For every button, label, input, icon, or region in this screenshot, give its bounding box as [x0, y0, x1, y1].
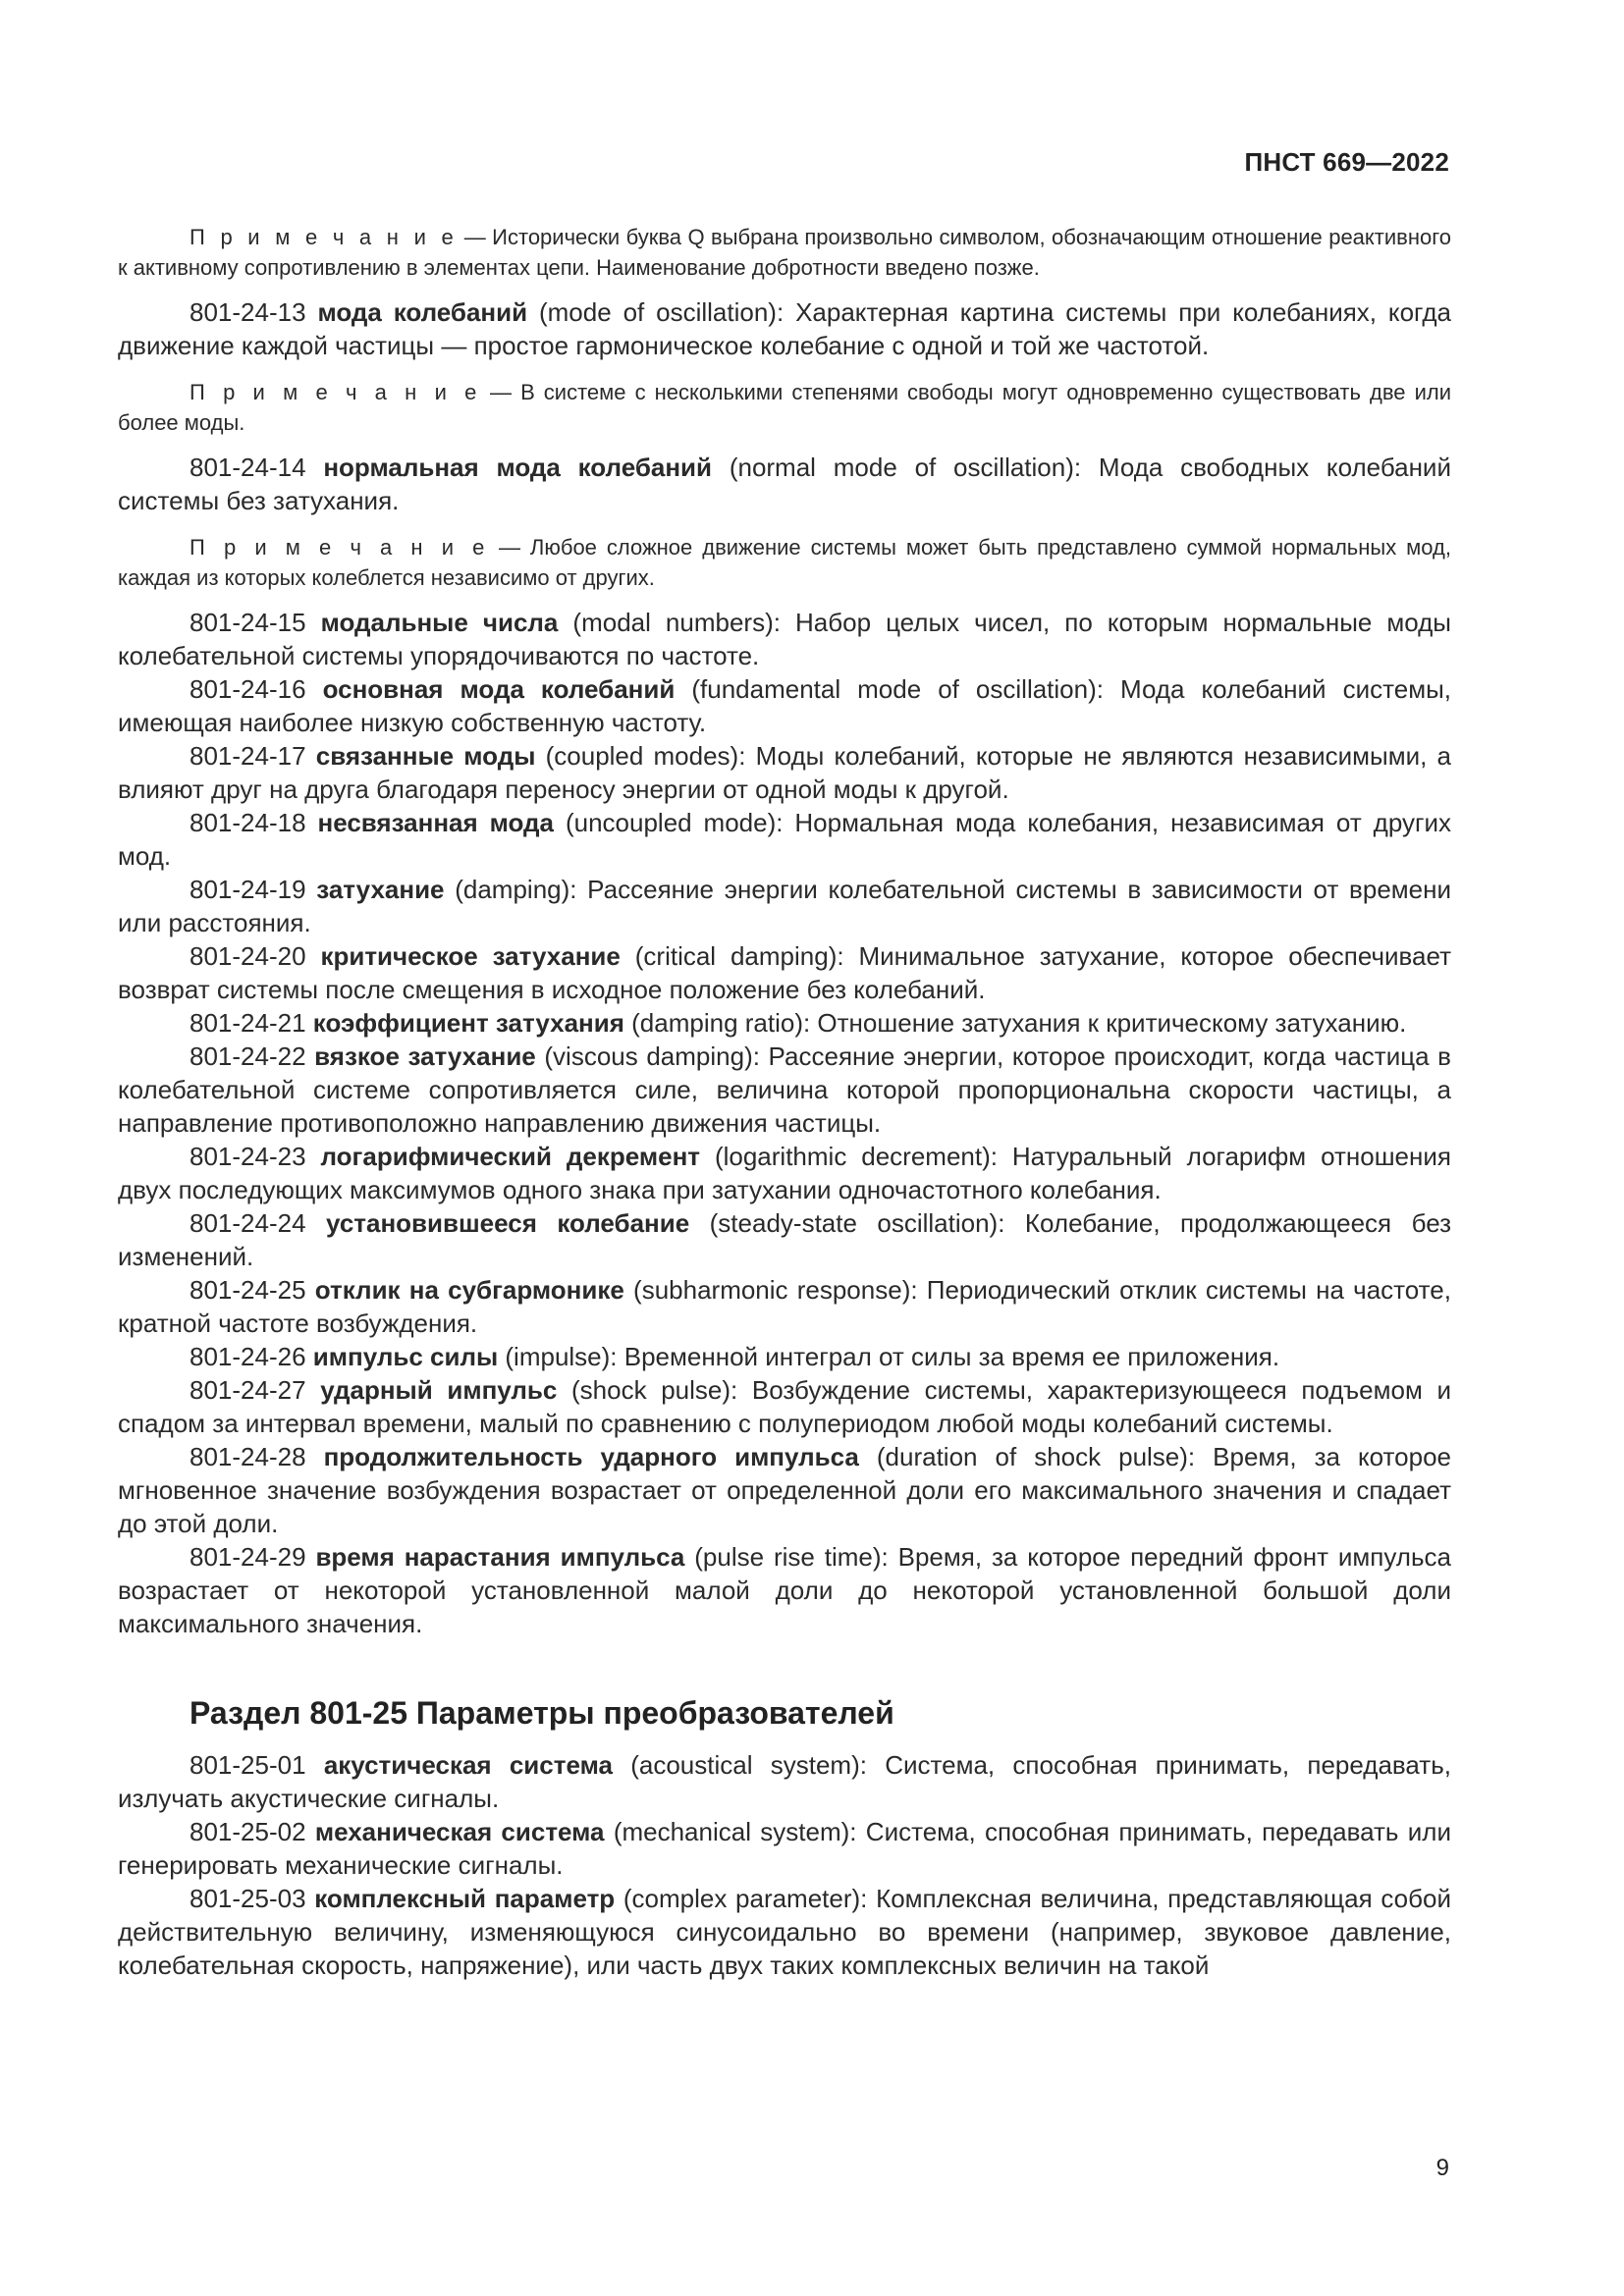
- term-number: 801-24-13: [189, 297, 306, 327]
- section-term-list: [118, 1748, 1451, 1982]
- term-definition: (acoustical system): Система, способная принимать, передавать, излучать акустические сигналы.: [118, 1750, 1451, 1813]
- term-entry: [118, 1440, 1451, 1540]
- term-name: вязкое затухание: [314, 1041, 536, 1071]
- term-number: 801-24-22: [189, 1041, 306, 1071]
- term-definition: (fundamental mode of oscillation): Мода колебаний системы, имеющая наиболее низкую собственную частоту.: [118, 674, 1451, 737]
- term-definition: (uncoupled mode): Нормальная мода колебания, независимая от других мод.: [118, 808, 1452, 871]
- term-number: 801-24-25: [189, 1275, 306, 1305]
- term-entry: [118, 873, 1451, 939]
- section-heading: Раздел 801-25 Параметры преобразователей: [189, 1695, 894, 1731]
- term-definition: (duration of shock pulse): Время, за которое мгновенное значение возбуждения возрастает от определенной доли его максимального значения и спадает до этой доли.: [118, 1442, 1451, 1538]
- term-name: критическое затухание: [320, 941, 621, 971]
- term-entry: [118, 1006, 1451, 1040]
- term-definition: (impulse): Временной интеграл от силы за время ее приложения.: [498, 1342, 1280, 1371]
- term-entry: [118, 1815, 1451, 1882]
- term-entry: [118, 1540, 1451, 1640]
- note-paragraph: [118, 222, 1451, 283]
- note-label: П р и м е ч а н и е: [189, 535, 490, 560]
- term-number: 801-24-16: [189, 674, 306, 704]
- page-content: [118, 222, 1451, 1982]
- term-entry: [118, 1273, 1451, 1340]
- term-name: механическая система: [314, 1817, 605, 1846]
- term-definition: (mode of oscillation): Характерная картина системы при колебаниях, когда движение каждой частицы — простое гармоническое колебание с одной и той же частотой.: [118, 297, 1451, 360]
- term-name: основная мода колебаний: [322, 674, 676, 704]
- term-number: 801-25-01: [189, 1750, 306, 1780]
- note-label: П р и м е ч а н и е: [189, 380, 481, 404]
- term-name: затухание: [316, 875, 445, 904]
- term-definition: (damping ratio): Отношение затухания к критическому затуханию.: [623, 1008, 1407, 1038]
- term-definition: (mechanical system): Система, способная принимать, передавать или генерировать механические сигналы.: [118, 1817, 1451, 1880]
- term-entry: [118, 806, 1451, 873]
- term-number: 801-24-14: [189, 453, 306, 482]
- term-number: 801-25-02: [189, 1817, 306, 1846]
- term-name: импульс силы: [312, 1342, 499, 1371]
- note-paragraph: [118, 377, 1451, 438]
- term-number: 801-24-29: [189, 1542, 306, 1572]
- term-number: 801-24-28: [189, 1442, 306, 1471]
- term-number: 801-24-21: [189, 1008, 306, 1038]
- note-text: — Любое сложное движение системы может быть представлено суммой нормальных мод, каждая из которых колеблется независимо от других.: [118, 535, 1451, 590]
- term-entry: [118, 672, 1451, 739]
- term-entry: [118, 1373, 1451, 1440]
- term-entry: [118, 1340, 1451, 1373]
- term-definition: (complex parameter): Комплексная величина, представляющая собой действительную величину, изменяющуюся синусоидально во времени (например, звуковое давление, колебательная скорость, напряжение), или часть двух таких комплексных величин на такой: [118, 1884, 1451, 1980]
- term-name: связанные моды: [315, 741, 536, 771]
- term-entry: [118, 1882, 1451, 1982]
- term-name: нормальная мода колебаний: [323, 453, 713, 482]
- term-definition: (damping): Рассеяние энергии колебательной системы в зависимости от времени или расстояния.: [118, 875, 1451, 937]
- term-entry: [118, 739, 1451, 806]
- term-entry: [118, 939, 1451, 1006]
- term-entry: [118, 1206, 1451, 1273]
- term-name: коэффициент затухания: [312, 1008, 624, 1038]
- term-number: 801-24-15: [189, 608, 306, 637]
- term-entry: [118, 295, 1451, 362]
- term-entry: [118, 451, 1451, 517]
- term-name: логарифмический декремент: [320, 1142, 701, 1171]
- term-definition: (coupled modes): Моды колебаний, которые не являются независимыми, а влияют друг на друга благодаря переносу энергии от одной моды к другой.: [118, 741, 1451, 804]
- term-number: 801-24-23: [189, 1142, 306, 1171]
- term-name: комплексный параметр: [314, 1884, 616, 1913]
- term-entry: [118, 1140, 1451, 1206]
- term-entry: [118, 606, 1451, 672]
- term-name: несвязанная мода: [317, 808, 555, 837]
- term-name: отклик на субгармонике: [314, 1275, 624, 1305]
- term-definition: (modal numbers): Набор целых чисел, по которым нормальные моды колебательной системы упорядочиваются по частоте.: [118, 608, 1451, 670]
- term-number: 801-25-03: [189, 1884, 306, 1913]
- note-text: — Исторически буква Q выбрана произвольно символом, обозначающим отношение реактивного к активному сопротивлению в элементах цепи. Наименование добротности введено позже.: [118, 225, 1451, 280]
- term-name: мода колебаний: [317, 297, 528, 327]
- term-name: время нарастания импульса: [315, 1542, 685, 1572]
- page-number: 9: [1435, 2155, 1449, 2181]
- term-definition: (normal mode of oscillation): Мода свободных колебаний системы без затухания.: [118, 453, 1451, 515]
- term-definition: (steady-state oscillation): Колебание, продолжающееся без изменений.: [118, 1208, 1451, 1271]
- term-list: [118, 606, 1451, 1640]
- term-definition: (logarithmic decrement): Натуральный логарифм отношения двух последующих максимумов одного знака при затухании одночастотного колебания.: [118, 1142, 1451, 1204]
- note-paragraph: [118, 532, 1451, 593]
- term-number: 801-24-19: [189, 875, 306, 904]
- term-entry: [118, 1748, 1451, 1815]
- term-definition: (shock pulse): Возбуждение системы, характеризующееся подъемом и спадом за интервал времени, малый по сравнению с полупериодом любой моды колебаний системы.: [118, 1375, 1451, 1438]
- term-number: 801-24-17: [189, 741, 306, 771]
- note-text: — В системе с несколькими степенями свободы могут одновременно существовать две или более моды.: [118, 380, 1451, 435]
- term-name: продолжительность ударного импульса: [323, 1442, 859, 1471]
- term-definition: (subharmonic response): Периодический отклик системы на частоте, кратной частоте возбуждения.: [118, 1275, 1451, 1338]
- term-entry: [118, 1040, 1451, 1140]
- term-number: 801-24-26: [189, 1342, 306, 1371]
- term-definition: (viscous damping): Рассеяние энергии, которое происходит, когда частица в колебательной системе сопротивляется силе, величина которой пропорциональна скорости частицы, а направление противоположно направлению движения частицы.: [118, 1041, 1451, 1138]
- term-definition: (critical damping): Минимальное затухание, которое обеспечивает возврат системы после смещения в исходное положение без колебаний.: [118, 941, 1451, 1004]
- term-definition: (pulse rise time): Время, за которое передний фронт импульса возрастает от некоторой установленной малой доли до некоторой установленной большой доли максимального значения.: [118, 1542, 1451, 1638]
- term-number: 801-24-20: [189, 941, 306, 971]
- term-name: установившееся колебание: [326, 1208, 690, 1238]
- term-number: 801-24-18: [189, 808, 306, 837]
- document-header-id: ПНСТ 669—2022: [1244, 147, 1449, 177]
- term-name: ударный импульс: [320, 1375, 558, 1405]
- term-number: 801-24-24: [189, 1208, 306, 1238]
- term-name: модальные числа: [320, 608, 559, 637]
- term-name: акустическая система: [323, 1750, 613, 1780]
- note-label: П р и м е ч а н и е: [189, 225, 459, 249]
- term-number: 801-24-27: [189, 1375, 306, 1405]
